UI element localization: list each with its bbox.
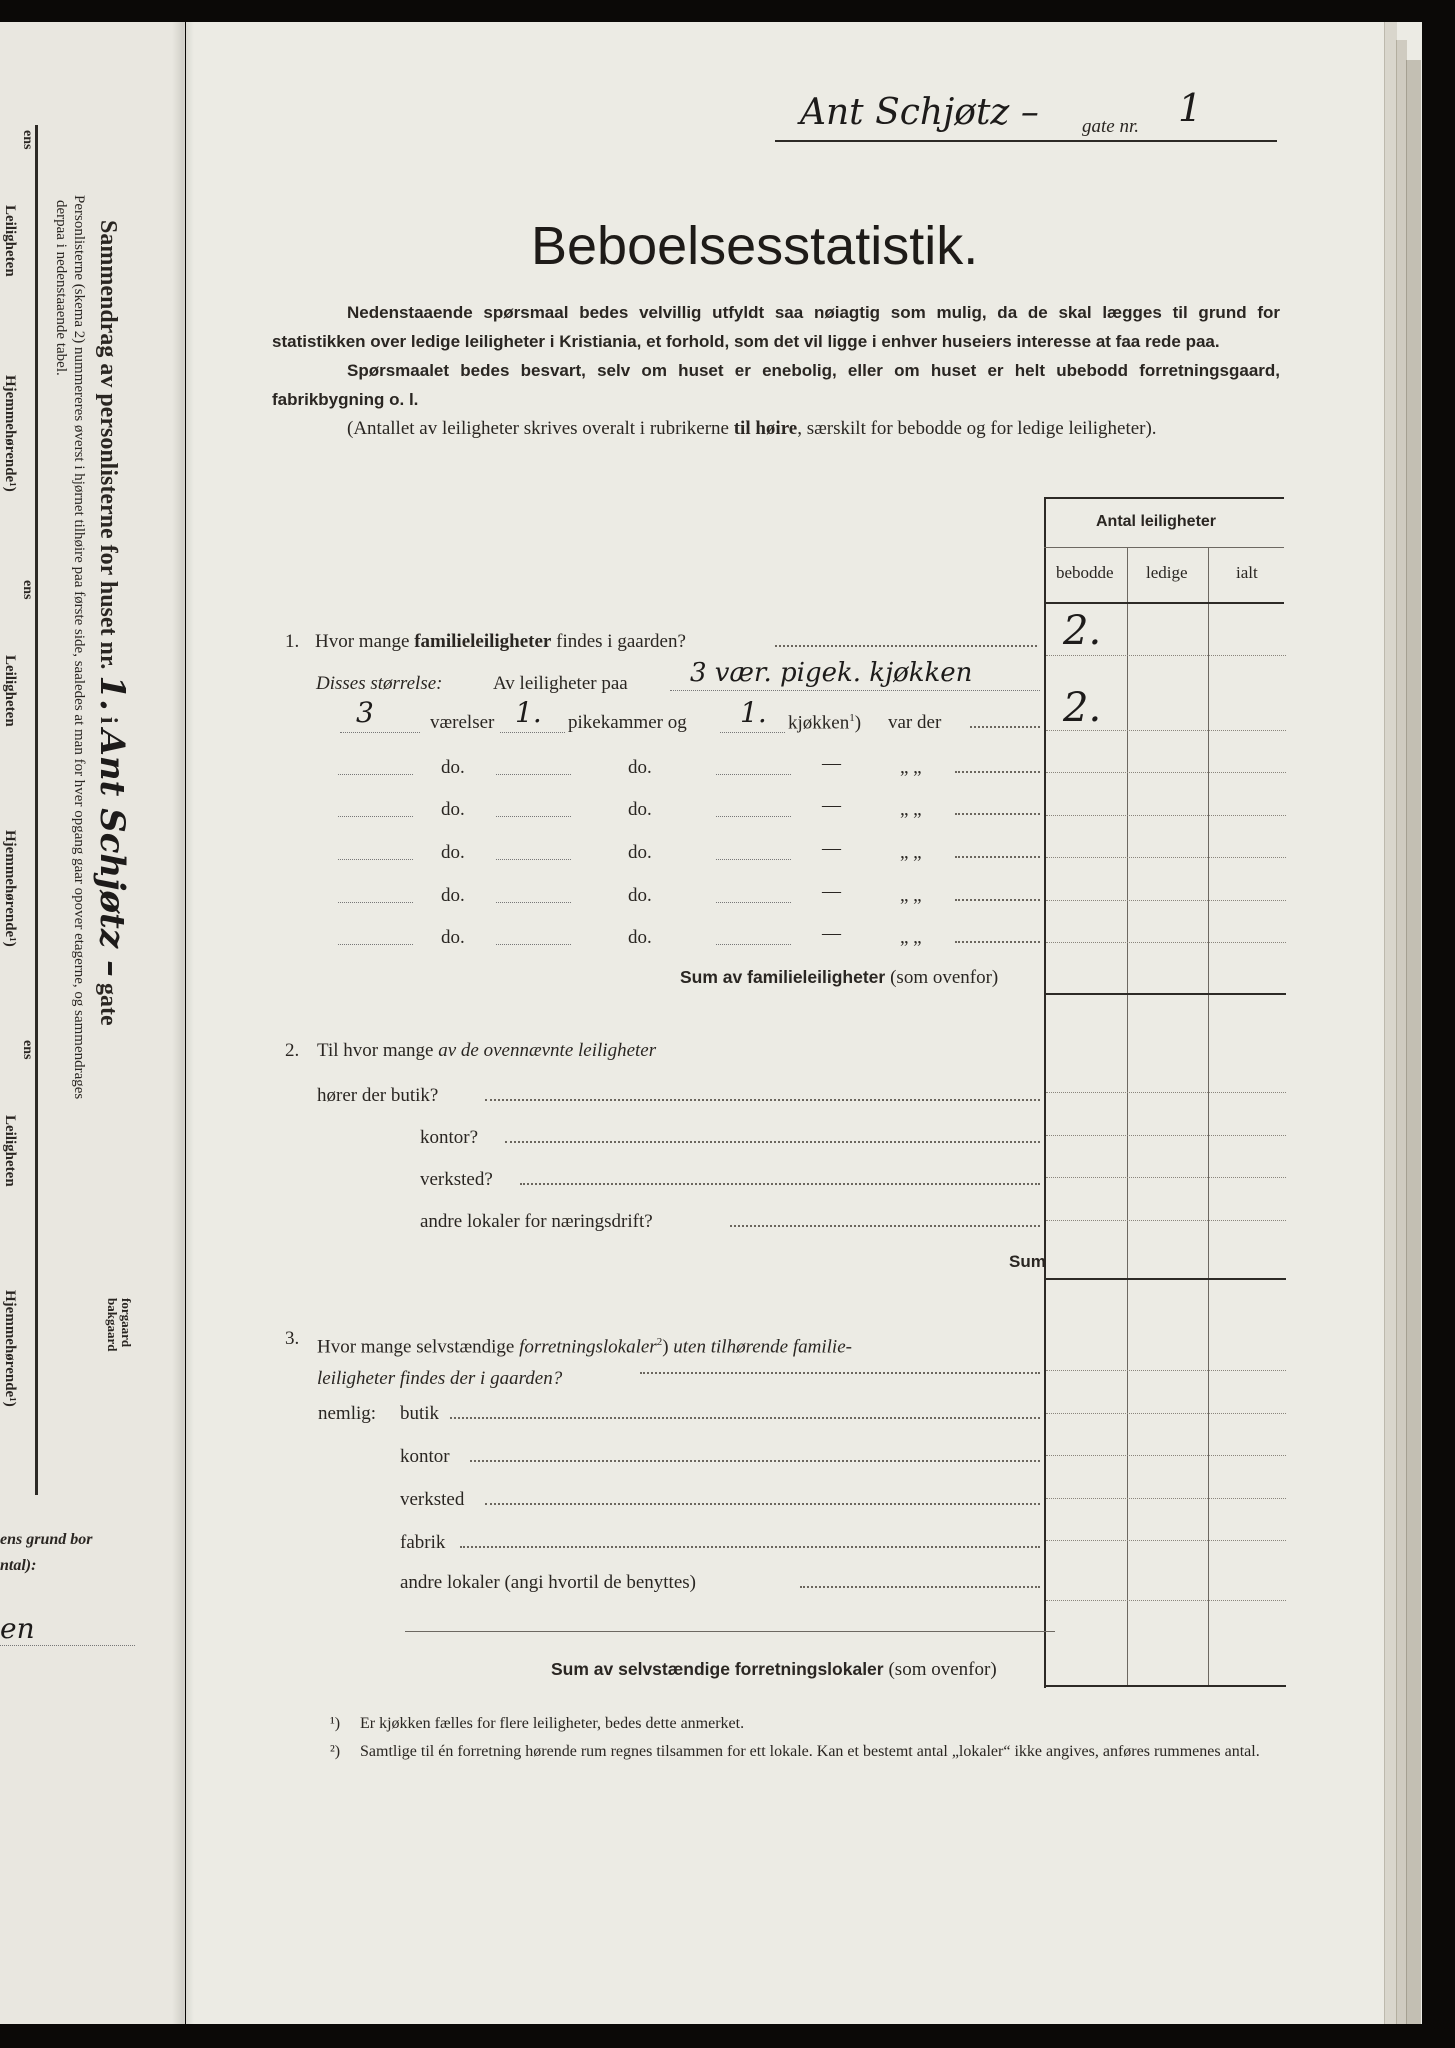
kjokken-handwritten: 1.: [740, 696, 767, 729]
blank-line: [338, 902, 413, 903]
left-col-hjemmehorende: Hjemmehørende¹): [2, 830, 18, 947]
page-gutter: [172, 22, 194, 2024]
house-number-handwritten: 1: [1178, 86, 1203, 130]
table-divider: [1127, 547, 1128, 1687]
leader-dots: [955, 771, 1040, 773]
pike-handwritten: 1.: [515, 696, 542, 729]
header-underline: [775, 140, 1277, 142]
q1-answer-bebodde: 2.: [1063, 608, 1102, 654]
q1-answer2: 2.: [1063, 685, 1102, 731]
blank-line: [338, 859, 413, 860]
sum3-rule: [1046, 1685, 1286, 1687]
blank-line: [338, 944, 413, 945]
ditto-marks: „ „: [900, 842, 922, 863]
col-ledige: ledige: [1146, 563, 1188, 582]
intro-text: [272, 298, 1280, 443]
q3-andre: andre lokaler (angi hvortil de benyttes): [400, 1572, 696, 1593]
do-label: do.: [628, 842, 652, 863]
dash: —: [822, 838, 841, 859]
table-header: Antal leiligheter: [1096, 513, 1217, 530]
size-handwritten: 3 vær. pigek. kjøkken: [690, 658, 973, 688]
q3-fabrik: fabrik: [400, 1532, 446, 1553]
left-instructions: Personlisterne (skema 2) nummereres øverst i hjørnet tilhøire paa første side, saaledes at man for hver opgang gaar opover etagerne, og sammendrages derpaa i nedenstaaende tabel.: [53, 195, 87, 1100]
blank-line: [716, 859, 791, 860]
blank-line: [496, 816, 571, 817]
blank-line: [496, 944, 571, 945]
table-top-rule: [1044, 497, 1284, 499]
pikekammer-label: pikekammer og: [568, 712, 687, 733]
ditto-marks: „ „: [900, 885, 922, 906]
footnote-2: ²) Samtlige til én forretning hørende rum regnes tilsammen for ett lokale. Kan et bestemt antal „lokaler“ ikke angives, anføres rummenes antal.: [330, 1743, 1260, 1760]
page-title: Beboelsesstatistik.: [531, 216, 979, 276]
left-col-ens: ens: [20, 580, 35, 600]
do-label: do.: [441, 842, 465, 863]
street-name-handwritten: Ant Schjøtz –: [800, 92, 1039, 133]
ditto-marks: „ „: [900, 927, 922, 948]
do-label: do.: [441, 757, 465, 778]
table-border-left: [1044, 498, 1046, 1688]
intro-paragraph-1: Nedenstaaende spørsmaal bedes velvillig utfyldt saa nøiagtig som mulig, da de skal lægges til grund for statistikken over ledige leiligheter i Kristiania, et forhold, som det vil ligge i enhver huseiers interesse at faa rede paa.: [272, 303, 1280, 351]
ditto-marks: „ „: [900, 799, 922, 820]
table-header-rule: [1044, 547, 1284, 548]
left-col-ens: ens: [20, 130, 35, 150]
do-label: do.: [441, 885, 465, 906]
left-bottom-handwriting: en: [0, 1612, 35, 1645]
size-label: Disses størrelse:: [316, 673, 443, 694]
footnote-1: ¹) Er kjøkken fælles for flere leiligheter, bedes dette anmerket.: [330, 1715, 745, 1732]
q3-text: Hvor mange selvstændige forretningslokaler$^2$) uten tilhørende familie- leiligheter findes der i gaarden?: [317, 1336, 852, 1390]
q1-number: 1.: [285, 631, 300, 652]
page-edge: [1406, 60, 1421, 2024]
left-col-leiligheten: Leiligheten: [2, 205, 18, 277]
leader-dots: [955, 899, 1040, 901]
col-ialt: ialt: [1236, 563, 1258, 582]
q2-andre: andre lokaler for næringsdrift?: [420, 1211, 653, 1232]
left-heading-number: 1.: [92, 675, 132, 711]
var-der-label: var der: [888, 712, 942, 733]
left-heading-street: Ant Schjøtz –: [92, 729, 132, 977]
q1-text: Hvor mange familieleiligheter findes i gaarden?: [315, 631, 686, 652]
blank-line: [716, 902, 791, 903]
left-col-leiligheten: Leiligheten: [2, 655, 18, 727]
left-border-line: [35, 125, 38, 1495]
q2-number: 2.: [285, 1040, 300, 1061]
dash: —: [822, 795, 841, 816]
footnotes: [330, 1710, 1300, 1766]
blank-line: [338, 774, 413, 775]
q2-text: Til hvor mange av de ovennævnte leiligheter: [317, 1040, 657, 1061]
q3-kontor: kontor: [400, 1446, 450, 1467]
dash: —: [822, 881, 841, 902]
kjokken-label: kjøkken$^1$): [788, 712, 862, 734]
blank-line: [716, 944, 791, 945]
do-label: do.: [628, 757, 652, 778]
table-subheader-rule: [1044, 602, 1284, 604]
left-col-ens: ens: [20, 1040, 35, 1060]
dash: —: [822, 753, 841, 774]
intro-paragraph-2: Spørsmaalet bedes besvart, selv om huset er enebolig, eller om huset er helt ubebodd forretningsgaard, fabrikbygning o. l.: [272, 361, 1280, 409]
blank-line: [716, 816, 791, 817]
sum1-rule: [1046, 993, 1286, 995]
blank-line: [496, 902, 571, 903]
left-col-leiligheten: Leiligheten: [2, 1115, 18, 1187]
forgaard-bakgaard: forgaard bakgaard: [105, 1298, 134, 1352]
q2-kontor: kontor?: [420, 1127, 479, 1148]
vaerelser-label: værelser: [430, 712, 495, 733]
ditto-marks: „ „: [900, 757, 922, 778]
dash: —: [822, 923, 841, 944]
sum2-rule: [1046, 1278, 1286, 1280]
col-bebodde: bebodde: [1056, 563, 1114, 582]
leader-dots: [955, 813, 1040, 815]
left-col-hjemmehorende: Hjemmehørende¹): [2, 1290, 18, 1407]
q3-blank-line: [405, 1631, 1055, 1632]
blank-line: [338, 816, 413, 817]
q2-butik: hører der butik?: [317, 1085, 439, 1106]
left-bottom-line: [0, 1645, 135, 1646]
q3-verksted: verksted: [400, 1489, 465, 1510]
blank-line: [496, 774, 571, 775]
intro-paragraph-3: (Antallet av leiligheter skrives overalt i rubrikerne til høire, særskilt for bebodde og for ledige leiligheter).: [347, 418, 1157, 439]
q1-sum-label: Sum av familieleiligheter (som ovenfor): [680, 967, 999, 988]
do-label: do.: [441, 799, 465, 820]
left-col-hjemmehorende: Hjemmehørende¹): [2, 375, 18, 492]
q2-verksted: verksted?: [420, 1169, 493, 1190]
left-grund-bor: ens grund bor ntal):: [0, 1531, 93, 1574]
do-label: do.: [628, 927, 652, 948]
left-heading: Sammendrag av personlisterne for huset nr. 1. i Ant Schjøtz – gate: [92, 220, 132, 1026]
table-divider: [1208, 547, 1209, 1687]
do-label: do.: [628, 799, 652, 820]
q3-sum-label: Sum av selvstændige forretningslokaler (som ovenfor): [551, 1659, 997, 1680]
blank-line: [716, 774, 791, 775]
blank-line: [496, 859, 571, 860]
leader-dots: [955, 856, 1040, 858]
q3-butik: butik: [400, 1403, 440, 1424]
q3-number: 3.: [285, 1328, 300, 1349]
size-text: Av leiligheter paa: [493, 673, 628, 694]
q3-nemlig: nemlig:: [318, 1403, 377, 1424]
q2-sum-label: Sum: [1009, 1252, 1046, 1271]
do-label: do.: [628, 885, 652, 906]
rooms-handwritten: 3: [356, 696, 374, 729]
leader-dots: [955, 941, 1040, 943]
gate-nr-label: gate nr.: [1082, 116, 1139, 137]
do-label: do.: [441, 927, 465, 948]
